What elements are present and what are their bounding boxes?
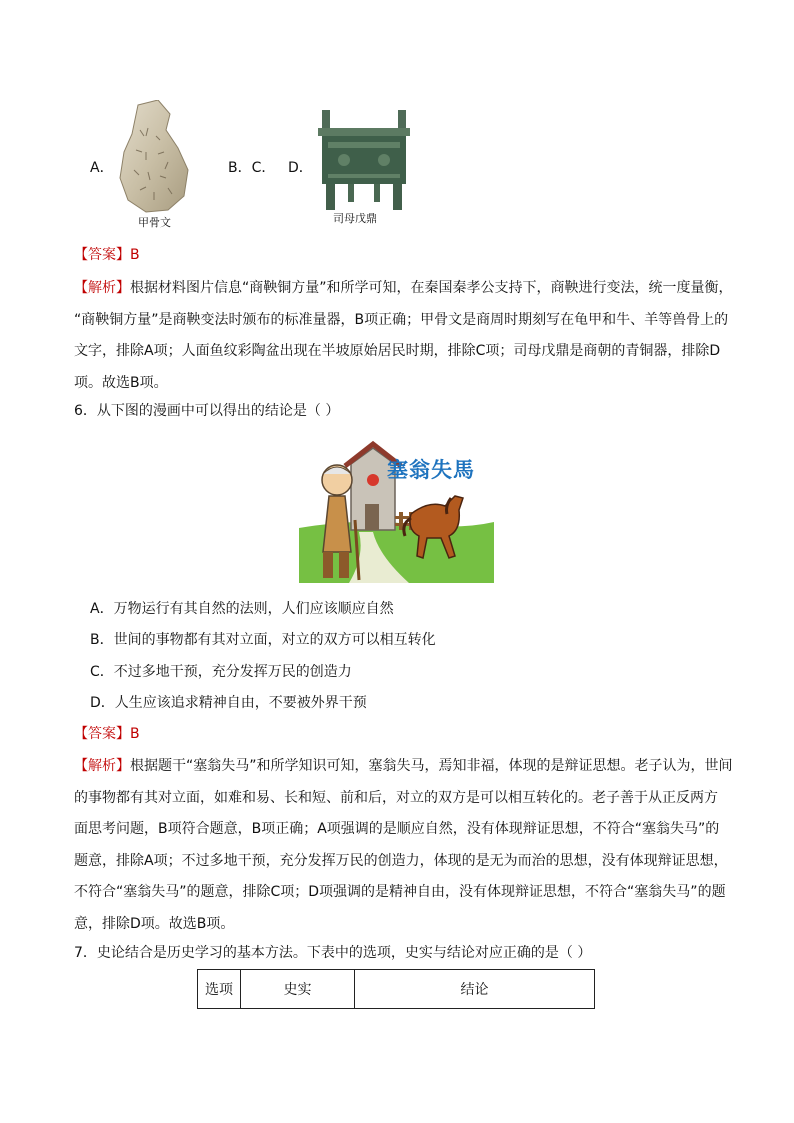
analysis-line: 面思考问题，B项符合题意，B项正确；A项强调的是顺应自然，没有体现辩证思想，不符合“塞翁失马”的 [74,821,720,837]
cartoon-title: 塞翁失馬 [387,458,475,482]
answer-tag: 【答案】 [74,726,130,742]
q6-option-c: C．不过多地干预，充分发挥万民的创造力 [90,664,352,680]
q7-table [197,969,595,1009]
table-header-row [198,970,595,1009]
analysis-line: “商鞅铜方量”是商鞅变法时颁布的标准量器，B项正确；甲骨文是商周时期刻写在龟甲和牛、羊等兽骨上的 [74,311,729,328]
q6-stem: 6．从下图的漫画中可以得出的结论是（ ） [74,403,340,419]
q6-analysis [74,751,733,940]
oracle-bone-caption: 甲骨文 [138,216,171,229]
analysis-line: 的事物都有其对立面，如难和易、长和短、前和后，对立的双方是可以相互转化的。老子善于从正反两方 [74,789,718,806]
oracle-bone-image [118,100,190,218]
analysis-line: 根据题干“塞翁失马”和所学知识可知，塞翁失马，焉知非福，体现的是辩证思想。老子认为，世间 [130,758,733,774]
answer-value: B [130,726,140,742]
analysis-tag: 【解析】 [74,280,130,296]
q5-answer [74,245,140,265]
analysis-line: 根据材料图片信息“商鞅铜方量”和所学可知，在秦国秦孝公支持下，商鞅进行变法，统一度量衡， [130,280,733,296]
bronze-ding-image [314,108,414,213]
analysis-line: 题意，排除A项；不过多地干预，充分发挥万民的创造力，体现的是无为而治的思想，没有体现辩证思想， [74,852,728,869]
q5-option-a-label: A． [90,160,114,176]
q6-option-a: A．万物运行有其自然的法则，人们应该顺应自然 [90,601,394,617]
analysis-line: 项。故选B项。 [74,374,168,391]
analysis-line: 不符合“塞翁失马”的题意，排除C项；D项强调的是精神自由，没有体现辩证思想，不符合“塞翁失马”的题 [74,884,726,900]
q5-option-bc-label: B．C． [228,160,276,176]
analysis-line: 文字，排除A项；人面鱼纹彩陶盆出现在半坡原始居民时期，排除C项；司母戊鼎是商朝的青铜器，排除D [74,343,721,359]
q6-answer [74,724,140,744]
q6-option-d: D．人生应该追求精神自由，不要被外界干预 [90,695,367,711]
bronze-ding-caption: 司母戊鼎 [333,212,377,225]
table-header-option: 选项 [198,970,241,1009]
analysis-line: 意，排除D项。故选B项。 [74,915,235,932]
q5-analysis [74,273,733,399]
answer-tag: 【答案】 [74,247,130,263]
q6-option-b: B．世间的事物都有其对立面，对立的双方可以相互转化 [90,632,436,648]
q7-stem: 7．史论结合是历史学习的基本方法。下表中的选项，史实与结论对应正确的是（ ） [74,945,592,961]
table-header-fact: 史实 [241,970,355,1009]
cartoon-image [299,440,494,583]
answer-value: B [130,247,140,263]
table-header-conclusion: 结论 [355,970,595,1009]
analysis-tag: 【解析】 [74,758,130,774]
q5-option-d-label: D． [288,160,313,176]
